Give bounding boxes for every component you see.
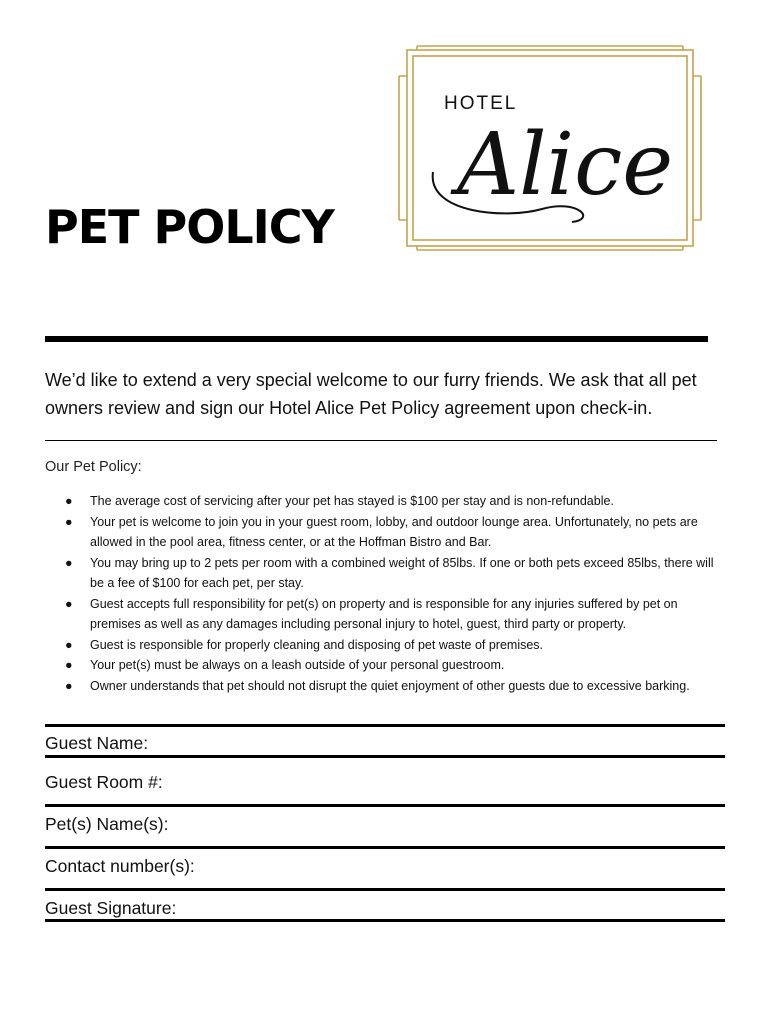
policy-item-text: Your pet is welcome to join you in your guest room, lobby, and outdoor lounge area. Unfortunately, no pets are allowed in the pool area, fitness center, or at the Hoffman Bistro and Bar. — [90, 514, 698, 549]
hotel-alice-logo — [397, 44, 703, 252]
bullet-icon: ● — [65, 514, 73, 529]
policy-item-text: Your pet(s) must be always on a leash outside of your personal guestroom. — [90, 658, 505, 672]
policy-list — [65, 491, 730, 696]
field-top-rule — [45, 724, 725, 727]
guest-room-label: Guest Room #: — [45, 772, 163, 792]
bullet-icon: ● — [65, 494, 73, 508]
policy-item — [65, 594, 730, 635]
page-title: PET POLICY — [45, 200, 334, 254]
contact-line[interactable] — [45, 888, 725, 891]
policy-item — [65, 512, 730, 553]
policy-item-text: Owner understands that pet should not disrupt the quiet enjoyment of other guests due to excessive barking. — [90, 678, 690, 693]
pet-names-line[interactable] — [45, 846, 725, 849]
bullet-icon: ● — [65, 555, 73, 570]
bullet-icon: ● — [65, 658, 73, 672]
policy-item-text: The average cost of servicing after your pet has stayed is $100 per stay and is non-refundable. — [90, 494, 614, 508]
policy-item-text: Guest is responsible for properly cleaning and disposing of pet waste of premises. — [90, 637, 544, 652]
guest-room-line[interactable] — [45, 804, 725, 807]
policy-item — [65, 553, 730, 594]
guest-name-label: Guest Name: — [45, 733, 149, 753]
policy-heading: Our Pet Policy: — [45, 459, 142, 475]
logo-alice-script: Alice — [457, 115, 674, 215]
bullet-icon: ● — [65, 596, 73, 611]
intro-divider — [45, 440, 717, 441]
guest-name-line[interactable] — [45, 755, 725, 758]
intro-paragraph: We’d like to extend a very special welcome to our furry friends. We ask that all pet owners review and sign our Hotel Alice Pet Policy agreement upon check-in. — [45, 370, 697, 418]
policy-item — [65, 635, 730, 656]
title-divider — [45, 336, 708, 342]
bullet-icon: ● — [65, 678, 73, 693]
contact-label: Contact number(s): — [45, 856, 195, 876]
policy-item-text: Guest accepts full responsibility for pet(s) on property and is responsible for any injuries suffered by pet on premises as well as any damages including personal injury to hotel, guest, third party or property. — [90, 596, 678, 631]
bullet-icon: ● — [65, 637, 73, 652]
policy-item — [65, 491, 730, 512]
policy-item — [65, 676, 730, 697]
policy-item — [65, 655, 730, 676]
signature-label: Guest Signature: — [45, 898, 177, 918]
pet-names-label: Pet(s) Name(s): — [45, 814, 169, 834]
policy-item-text: You may bring up to 2 pets per room with a combined weight of 85lbs. If one or both pets exceed 85lbs, there will be a fee of $100 for each pet, per stay. — [90, 555, 714, 590]
logo-hotel-text: HOTEL — [444, 93, 518, 114]
signature-line[interactable] — [45, 919, 725, 922]
